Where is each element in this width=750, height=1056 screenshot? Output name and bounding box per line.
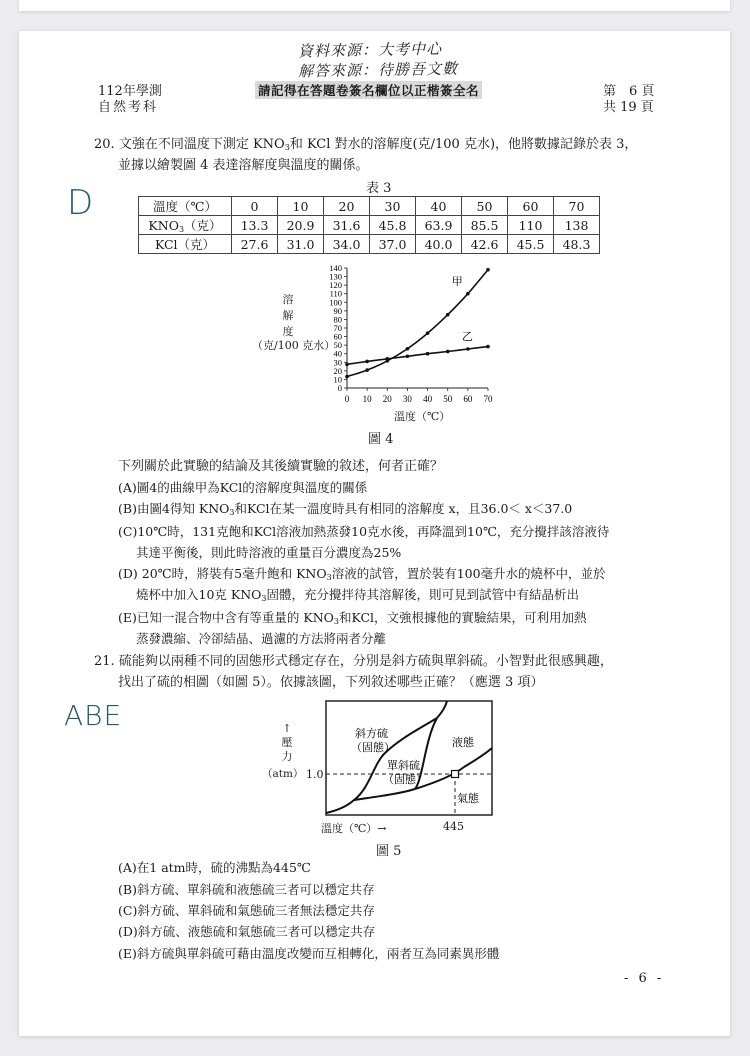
y-tick-label: 120 <box>329 280 342 291</box>
y-axis-label-char: 度 <box>282 325 294 338</box>
y-tick-label: 60 <box>333 331 342 342</box>
page-label: 第 6 頁 <box>603 84 655 99</box>
q21-option-d: (D)斜方硫、液態硫和氣態硫三者可以穩定共存 <box>118 924 376 939</box>
option-text: (B)由圖4得知 KNO <box>118 501 230 516</box>
y-axis-label-char: 溶 <box>282 293 294 306</box>
x-tick-label: 50 <box>443 394 453 404</box>
y-label-char: 壓 <box>281 736 293 749</box>
region-label-gas: 氣態 <box>457 793 479 805</box>
table-cell: 31.6 <box>324 216 370 235</box>
region-label-monoclinic: 單斜硫 <box>387 760 420 772</box>
table-row <box>139 197 600 216</box>
subscript: 3 <box>261 594 267 603</box>
table-cell: 138 <box>554 216 600 235</box>
y-tick-label: 20 <box>333 365 342 376</box>
y-tick-label: 140 <box>329 263 342 273</box>
table-cell: 30 <box>370 197 416 216</box>
table-cell: 34.0 <box>324 235 370 254</box>
x-tick-label: 30 <box>402 394 412 404</box>
table-cell: 85.5 <box>462 216 508 235</box>
table-cell: 60 <box>508 197 554 216</box>
y-tick-label: 110 <box>329 288 342 299</box>
row-label-unit: （克） <box>184 218 222 233</box>
x-tick-445: 445 <box>443 820 464 833</box>
table-header-cell <box>139 216 232 235</box>
data-point <box>345 375 349 379</box>
handwritten-source-line: 資料來源：大考中心 <box>297 39 443 61</box>
table-header-cell: 溫度（℃） <box>139 197 232 216</box>
data-point <box>406 347 410 351</box>
table-cell: 37.0 <box>370 235 416 254</box>
series-label-jia: 甲 <box>451 276 463 289</box>
y-axis-unit: （克/100 克水） <box>252 339 336 352</box>
table-cell: 40 <box>416 197 462 216</box>
data-point <box>466 347 470 351</box>
y-axis-label-char: 解 <box>282 309 294 322</box>
data-point <box>466 292 470 296</box>
y-tick-label: 0 <box>337 383 342 393</box>
region-label-rhombic-state: （固態） <box>351 742 395 754</box>
y-tick-label: 30 <box>333 357 342 368</box>
handwritten-answer-q21: ABE <box>64 699 123 732</box>
table-cell: 45.8 <box>370 216 416 235</box>
series-label-yi: 乙 <box>461 331 473 343</box>
data-point <box>486 345 490 349</box>
chart-plot-area <box>329 263 493 404</box>
figure-5-caption: 圖 5 <box>376 844 402 859</box>
q21-option-b: (B)斜方硫、單斜硫和液態硫三者可以穩定共存 <box>118 882 375 897</box>
y-label-char: 力 <box>281 750 293 763</box>
q21-option-c: (C)斜方硫、單斜硫和氣態硫三者無法穩定共存 <box>118 903 375 918</box>
y-tick-label: 70 <box>333 323 342 333</box>
pressure-axis-label <box>279 722 295 764</box>
data-point <box>446 350 450 354</box>
data-point <box>385 357 389 361</box>
q20-stem-line2: 並據以繪製圖 4 表達溶解度與溫度的關係。 <box>118 158 369 173</box>
table-row <box>139 216 600 235</box>
data-point <box>365 368 369 372</box>
table-caption: 表 3 <box>366 181 392 196</box>
table-cell: 10 <box>278 197 324 216</box>
option-text: (D) 20℃時，將裝有5毫升飽和 KNO <box>118 566 327 581</box>
y-tick-label: 10 <box>333 374 342 385</box>
sulfur-phase-diagram <box>319 699 499 819</box>
data-point <box>426 352 430 356</box>
data-point <box>406 354 410 358</box>
table-cell: 48.3 <box>554 235 600 254</box>
handwritten-answer-q20: D <box>67 183 94 223</box>
subscript: 3 <box>178 225 185 234</box>
table-cell: 50 <box>462 197 508 216</box>
q20-option-a: (A)圖4的曲線甲為KCl的溶解度與溫度的關係 <box>118 480 368 495</box>
sublimation-curve <box>326 800 354 813</box>
q21-option-e: (E)斜方硫與單斜硫可藉由溫度改變而互相轉化，兩者互為同素異形體 <box>118 946 500 961</box>
y-tick-label: 40 <box>333 348 342 359</box>
rhombic-liquid-boundary <box>437 701 447 718</box>
x-tick-label: 20 <box>382 394 392 404</box>
pressure-unit-label: （atm） <box>262 768 304 780</box>
y-tick-label: 100 <box>329 297 342 308</box>
option-text: 溶液的試管，置於裝有100毫升水的燒杯中，並於 <box>331 566 606 581</box>
y-tick-label: 80 <box>333 314 342 325</box>
q21-option-a: (A)在1 atm時，硫的沸點為445℃ <box>118 860 311 875</box>
q20-stem-text: 和 KCl 對水的溶解度(克/100 克水)，他將數據記錄於表 3， <box>289 137 638 152</box>
x-tick-label: 40 <box>423 394 433 404</box>
subject-name: 自然考科 <box>98 100 159 115</box>
table-cell: 13.3 <box>232 216 278 235</box>
q20-option-d-line2 <box>136 584 579 609</box>
q20-question: 下列關於此實驗的結論及其後續實驗的敘述，何者正確？ <box>118 459 444 474</box>
table-cell: 63.9 <box>416 216 462 235</box>
y-tick-label: 130 <box>329 271 342 282</box>
q20-number: 20. <box>94 137 115 152</box>
q20-option-c-line1: (C)10℃時，131克飽和KCl溶液加熱蒸發10克水後，再降溫到10℃，充分攪拌該溶液待 <box>118 524 610 539</box>
y-tick-label: 90 <box>333 305 342 316</box>
data-point <box>345 363 349 367</box>
x-axis-label: 溫度（℃） <box>394 410 451 423</box>
x-axis-label-temp: 溫度（℃）→ <box>321 822 387 835</box>
q21-stem-text: 硫能夠以兩種不同的固態形式穩定存在，分別是斜方硫與單斜硫。小智對此很感興趣， <box>118 654 613 669</box>
x-tick-label: 0 <box>344 394 350 404</box>
q21-stem-line2: 找出了硫的相圖（如圖 5）。依據該圖，下列敘述哪些正確？（應選 3 項） <box>118 675 544 690</box>
table-cell: 42.6 <box>462 235 508 254</box>
q20-option-e-line2: 蒸發濃縮、冷卻結晶、過濾的方法將兩者分離 <box>136 631 387 646</box>
x-tick-label: 70 <box>483 394 493 404</box>
option-text: 燒杯中加入10克 KNO <box>136 587 262 602</box>
y-tick-1atm: 1.0 <box>306 768 324 781</box>
subscript: 3 <box>284 143 290 152</box>
q20-option-c-line2: 其達平衡後，則此時溶液的重量百分濃度為25% <box>136 545 402 560</box>
subscript: 3 <box>326 573 332 582</box>
solubility-chart <box>249 260 509 450</box>
data-point <box>486 268 490 272</box>
exam-page <box>19 31 730 1036</box>
data-point <box>446 313 450 317</box>
q20-option-b <box>118 498 572 523</box>
table-cell: 45.5 <box>508 235 554 254</box>
table-cell: 27.6 <box>232 235 278 254</box>
table-cell: 40.0 <box>416 235 462 254</box>
subscript: 3 <box>333 617 339 626</box>
table-cell: 20.9 <box>278 216 324 235</box>
q21-stem-line1 <box>94 651 613 672</box>
q20-stem-text: 文強在不同溫度下測定 KNO <box>118 137 285 152</box>
table-header-cell: KCl（克） <box>139 235 232 254</box>
data-point <box>365 360 369 364</box>
table-cell: 70 <box>554 197 600 216</box>
region-label-rhombic: 斜方硫 <box>355 728 388 740</box>
up-arrow-icon: ↑ <box>282 722 292 735</box>
y-axis-label-vertical <box>280 292 296 340</box>
data-point <box>426 331 430 335</box>
figure-4-caption: 圖 4 <box>368 432 394 447</box>
page-number-footer: - 6 - <box>624 971 665 986</box>
solubility-table <box>138 196 600 254</box>
y-tick-label: 50 <box>333 340 342 351</box>
handwritten-answer-source-line: 解答來源：待勝吾文數 <box>297 59 459 81</box>
option-text: 固體，充分攪拌待其溶解後，則可見到試管中有結晶析出 <box>266 587 580 602</box>
boiling-point-marker <box>452 771 459 778</box>
table-cell: 20 <box>324 197 370 216</box>
table-cell: 31.0 <box>278 235 324 254</box>
total-pages-label: 共 19 頁 <box>603 100 654 115</box>
table-row <box>139 235 600 254</box>
region-label-monoclinic-state: （固態） <box>383 774 427 786</box>
region-label-liquid: 液態 <box>452 737 474 749</box>
previous-page-edge <box>19 0 730 11</box>
option-text: 和KCl在某一溫度時具有相同的溶解度 x，且36.0＜ x＜37.0 <box>234 501 573 516</box>
option-text: 和KCl，文強根據他的實驗結果，可利用加熱 <box>338 610 587 625</box>
subscript: 3 <box>229 508 235 517</box>
table-cell: 0 <box>232 197 278 216</box>
x-tick-label: 10 <box>362 394 372 404</box>
q21-number: 21. <box>94 654 115 669</box>
option-text: (E)已知一混合物中含有等重量的 KNO <box>118 610 334 625</box>
row-label: KNO <box>148 218 179 233</box>
table-cell: 110 <box>508 216 554 235</box>
exam-name: 112年學測 <box>98 84 162 99</box>
x-tick-label: 60 <box>463 394 473 404</box>
signature-notice: 請記得在答題卷簽名欄位以正楷簽全名 <box>255 81 482 99</box>
